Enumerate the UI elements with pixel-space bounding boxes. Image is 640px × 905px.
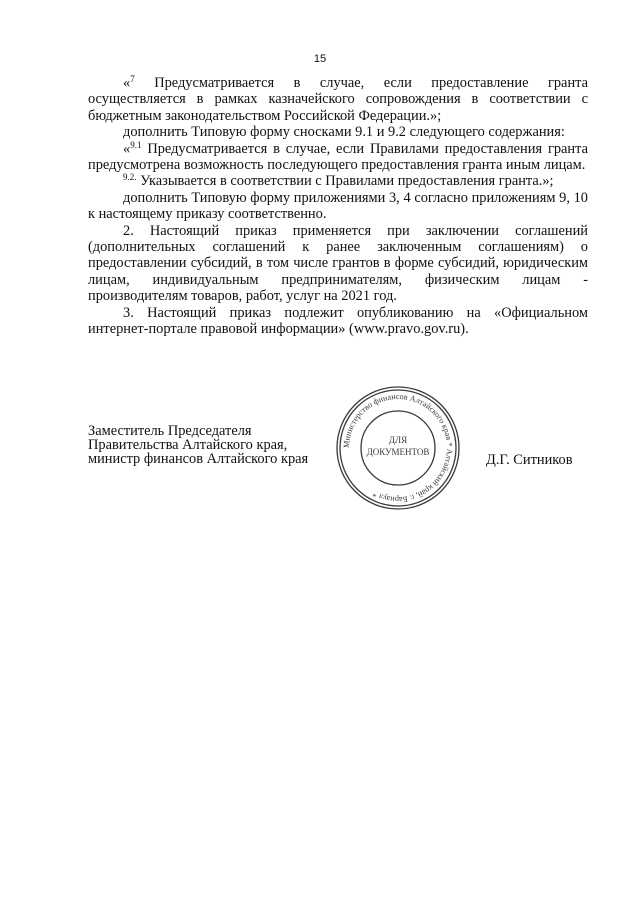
footnote-marker: 9.1 bbox=[130, 139, 142, 150]
paragraph-text: Указывается в соответствии с Правилами предоставления гранта.»; bbox=[136, 173, 554, 190]
signer-position-line: Заместитель Председателя bbox=[88, 423, 252, 439]
clause-3-paragraph bbox=[88, 305, 588, 338]
footnote-9-2-paragraph bbox=[88, 173, 588, 189]
add-footnotes-paragraph bbox=[88, 124, 588, 140]
signer-position bbox=[88, 424, 308, 466]
paragraph-text: Предусматривается в случае, если Правилами предоставления гранта предусмотрена возможность последующего предоставления гранта иным лицам. bbox=[88, 140, 588, 174]
open-quote: « bbox=[123, 75, 131, 91]
page-number: 15 bbox=[313, 53, 327, 65]
signer-position-line: министр финансов Алтайского края bbox=[88, 451, 309, 467]
footnote-7-paragraph bbox=[88, 75, 588, 124]
paragraph-text: 2. Настоящий приказ применяется при заключении соглашений (дополнительных соглашений к ранее заключенным соглашениям) о предоставлении субсидий, в том числе грантов в форме субсидий, юридическим лицам, индивидуальным предпринимателям, физическим лицам - производителям товаров, работ, услуг на 2021 год. bbox=[88, 222, 588, 305]
paragraph-text: дополнить Типовую форму сносками 9.1 и 9.2 следующего содержания: bbox=[123, 124, 565, 141]
official-seal-stamp bbox=[333, 383, 463, 513]
footnote-marker: 7 bbox=[130, 74, 135, 84]
stamp-ring-text: Министерство финансов Алтайского края * Алтайский край, г. Барнаул * bbox=[341, 391, 455, 505]
footnote-9-1-paragraph bbox=[88, 141, 588, 174]
footnote-marker: 9.2. bbox=[123, 172, 137, 183]
paragraph-text: Предусматривается в случае, если предоставление гранта осуществляется в рамках казначейского сопровождения в соответствии с бюджетным законодательством Российской Федерации.»; bbox=[88, 75, 588, 124]
clause-2-paragraph bbox=[88, 223, 588, 305]
add-appendices-paragraph bbox=[88, 190, 588, 223]
paragraph-text: дополнить Типовую форму приложениями 3, 4 согласно приложениям 9, 10 к настоящему приказу соответственно. bbox=[88, 189, 588, 223]
signer-name: Д.Г. Ситников bbox=[486, 452, 573, 468]
document-body bbox=[88, 75, 588, 338]
stamp-center-line: ДЛЯ bbox=[388, 435, 408, 445]
open-quote: « bbox=[123, 140, 131, 157]
signer-position-line: Правительства Алтайского края, bbox=[88, 437, 288, 453]
paragraph-text: 3. Настоящий приказ подлежит опубликованию на «Официальном интернет-портале правовой информации» (www.pravo.gov.ru). bbox=[88, 304, 588, 338]
stamp-center-line: ДОКУМЕНТОВ bbox=[366, 447, 430, 457]
